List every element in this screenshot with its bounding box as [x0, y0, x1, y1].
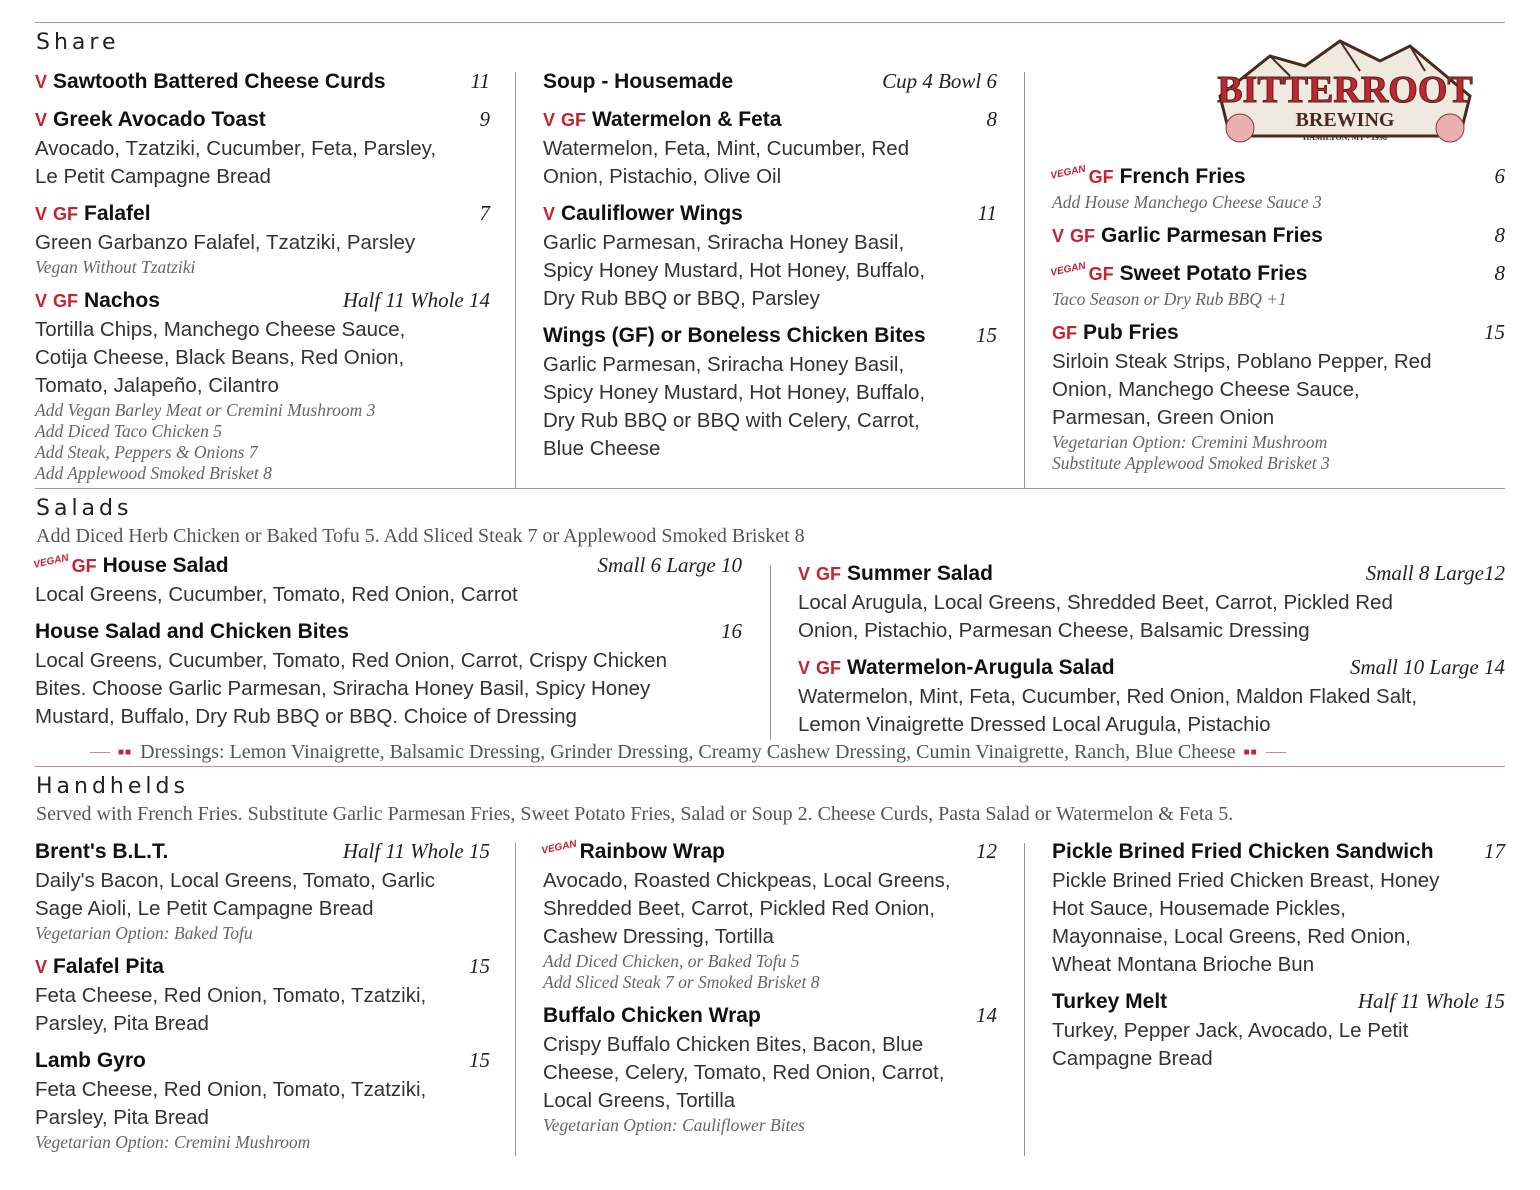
menu-item	[543, 1003, 997, 1136]
share-col-2	[543, 69, 997, 473]
menu-item-name: House Salad	[102, 554, 229, 577]
menu-item-header	[35, 839, 490, 867]
menu-item	[798, 561, 1505, 645]
gluten-free-badge: GF	[53, 291, 79, 311]
menu-item-name: Falafel	[84, 202, 151, 225]
vegetarian-badge: V	[35, 204, 48, 224]
section-title-share: Share	[36, 30, 120, 55]
menu-item-name: Nachos	[84, 289, 160, 312]
menu-item-name-wrap	[35, 620, 349, 644]
menu-item-name: Pickle Brined Fried Chicken Sandwich	[1052, 840, 1434, 863]
menu-item-description: Le Petit Campagne Bread	[35, 165, 271, 188]
menu-item-description: Spicy Honey Mustard, Hot Honey, Buffalo,	[543, 259, 926, 282]
menu-item-note: Vegetarian Option: Cremini Mushroom	[1052, 432, 1328, 452]
menu-item-description: Cotija Cheese, Black Beans, Red Onion,	[35, 346, 405, 369]
menu-item	[543, 107, 997, 191]
menu-item	[35, 69, 490, 97]
menu-item-price: Small 8 Large12	[1365, 561, 1505, 585]
menu-item-description: Pickle Brined Fried Chicken Breast, Honey	[1052, 869, 1440, 892]
menu-item	[543, 201, 997, 313]
menu-item-price: 15	[976, 323, 997, 347]
vegetarian-badge: V	[35, 291, 48, 311]
divider	[90, 752, 110, 753]
menu-item-name: Turkey Melt	[1052, 990, 1168, 1013]
share-col-3	[1049, 163, 1505, 484]
vegetarian-badge: V	[798, 658, 811, 678]
menu-item-name-wrap	[35, 202, 151, 226]
salads-col-2	[798, 561, 1505, 749]
divider	[770, 565, 771, 740]
menu-item-description: Onion, Manchego Cheese Sauce,	[1052, 378, 1360, 401]
menu-item-description: Onion, Pistachio, Olive Oil	[543, 165, 782, 188]
menu-item-name: Garlic Parmesan Fries	[1101, 224, 1323, 247]
menu-item-header	[543, 107, 997, 135]
menu-item-note: Vegetarian Option: Cauliflower Bites	[543, 1115, 805, 1135]
menu-item-note: Vegetarian Option: Baked Tofu	[35, 923, 253, 943]
menu-item-price: Small 6 Large 10	[597, 553, 742, 577]
share-col-1	[35, 69, 490, 494]
menu-item-header	[540, 838, 997, 867]
menu-item-price: 11	[977, 201, 997, 225]
menu-item-note: Add Diced Chicken, or Baked Tofu 5	[543, 951, 800, 971]
handhelds-subtitle: Served with French Fries. Substitute Garlic Parmesan Fries, Sweet Potato Fries, Salad or Soup 2. Cheese Curds, Pasta Salad or Watermelon & Feta 5.	[36, 803, 1234, 825]
menu-item-header	[1049, 163, 1505, 192]
menu-item-note: Vegan Without Tzatziki	[35, 257, 196, 277]
menu-item-description: Blue Cheese	[543, 437, 661, 460]
divider	[1024, 843, 1025, 1156]
menu-item-price: 14	[976, 1003, 997, 1027]
menu-item-header	[1052, 223, 1505, 251]
menu-item-description: Local Greens, Tortilla	[543, 1089, 736, 1112]
menu-item-description: Feta Cheese, Red Onion, Tomato, Tzatziki,	[35, 984, 427, 1007]
menu-item-name-wrap	[1049, 260, 1308, 286]
menu-item-note: Add Applewood Smoked Brisket 8	[35, 463, 272, 483]
menu-item-description: Watermelon, Mint, Feta, Cucumber, Red Onion, Maldon Flaked Salt,	[798, 685, 1418, 708]
menu-item-name: Falafel Pita	[53, 955, 164, 978]
menu-item-header	[35, 69, 490, 97]
handhelds-col-1	[35, 839, 490, 1163]
menu-item-description: Lemon Vinaigrette Dressed Local Arugula, Pistachio	[798, 713, 1271, 736]
menu-item-header	[1049, 260, 1505, 289]
menu-item-description: Tortilla Chips, Manchego Cheese Sauce,	[35, 318, 406, 341]
menu-item-name: Buffalo Chicken Wrap	[543, 1004, 761, 1027]
vegetarian-badge: V	[543, 204, 556, 224]
gluten-free-badge: GF	[1088, 264, 1114, 284]
menu-item-price: 9	[479, 107, 490, 131]
menu-item-name: French Fries	[1119, 165, 1246, 188]
section-title-salads: Salads	[36, 496, 133, 521]
menu-item	[540, 838, 997, 993]
menu-item-description: Local Greens, Cucumber, Tomato, Red Onion, Carrot	[35, 583, 518, 606]
menu-item-description: Crispy Buffalo Chicken Bites, Bacon, Blue	[543, 1033, 924, 1056]
menu-item	[543, 323, 997, 463]
menu-item-description: Feta Cheese, Red Onion, Tomato, Tzatziki,	[35, 1078, 427, 1101]
ornament: ■■	[1243, 747, 1258, 758]
salads-subtitle: Add Diced Herb Chicken or Baked Tofu 5. Add Sliced Steak 7 or Applewood Smoked Brisket 8	[36, 525, 805, 547]
menu-item-note: Add Sliced Steak 7 or Smoked Brisket 8	[543, 972, 820, 992]
divider	[1266, 752, 1286, 753]
vegetarian-badge: V	[35, 72, 48, 92]
menu-item-description: Dry Rub BBQ or BBQ, Parsley	[543, 287, 820, 310]
menu-item-name-wrap	[543, 70, 733, 94]
menu-item-name-wrap	[543, 202, 743, 226]
menu-item	[35, 1048, 490, 1153]
menu-item-description: Spicy Honey Mustard, Hot Honey, Buffalo,	[543, 381, 926, 404]
menu-item-price: 17	[1484, 839, 1505, 863]
menu-item-name: Wings (GF) or Boneless Chicken Bites	[543, 324, 926, 347]
menu-item-description: Mayonnaise, Local Greens, Red Onion,	[1052, 925, 1411, 948]
menu-item-price: 7	[479, 201, 490, 225]
menu-item-price: 15	[469, 954, 490, 978]
gluten-free-badge: GF	[71, 556, 97, 576]
menu-item-note: Add Diced Taco Chicken 5	[35, 421, 222, 441]
vegetarian-badge: V	[35, 957, 48, 977]
menu-item-header	[543, 69, 997, 97]
gluten-free-badge: GF	[561, 110, 587, 130]
menu-item-description: Local Greens, Cucumber, Tomato, Red Onion, Carrot, Crispy Chicken	[35, 649, 667, 672]
menu-item-name-wrap	[798, 562, 993, 586]
menu-item-note: Vegetarian Option: Cremini Mushroom	[35, 1132, 311, 1152]
menu-item-description: Daily's Bacon, Local Greens, Tomato, Garlic	[35, 869, 436, 892]
menu-item-name-wrap	[35, 840, 168, 864]
menu-item-header	[32, 552, 742, 581]
menu-item-name-wrap	[543, 1004, 761, 1028]
vegan-badge: VEGAN	[1049, 163, 1087, 182]
menu-item-price: 12	[976, 839, 997, 863]
menu-item-description: Hot Sauce, Housemade Pickles,	[1052, 897, 1346, 920]
menu-item-header	[35, 288, 490, 316]
dressings-line	[90, 741, 1450, 764]
menu-item-price: 6	[1494, 164, 1505, 188]
menu-item-name: Pub Fries	[1083, 321, 1179, 344]
dressings-text: Dressings: Lemon Vinaigrette, Balsamic Dressing, Grinder Dressing, Creamy Cashew Dressing, Cumin Vinaigrette, Ranch, Blue Cheese	[140, 741, 1236, 763]
menu-item-name: Rainbow Wrap	[579, 840, 726, 863]
menu-item	[543, 69, 997, 97]
menu-item-description: Campagne Bread	[1052, 1047, 1213, 1070]
menu-item-header	[35, 1048, 490, 1076]
menu-item-description: Dry Rub BBQ or BBQ with Celery, Carrot,	[543, 409, 920, 432]
menu-item-description: Cashew Dressing, Tortilla	[543, 925, 774, 948]
menu-item	[35, 839, 490, 944]
menu-item-name: Lamb Gyro	[35, 1049, 146, 1072]
gluten-free-badge: GF	[816, 564, 842, 584]
menu-item-name: Watermelon-Arugula Salad	[847, 656, 1115, 679]
menu-item-name: Soup - Housemade	[543, 70, 734, 93]
menu-item-description: Bites. Choose Garlic Parmesan, Sriracha Honey Basil, Spicy Honey	[35, 677, 651, 700]
menu-item-description: Tomato, Jalapeño, Cilantro	[35, 374, 279, 397]
vegetarian-badge: V	[1052, 226, 1065, 246]
divider	[1024, 72, 1025, 488]
menu-item-name-wrap	[1052, 224, 1323, 248]
menu-item-name: Cauliflower Wings	[561, 202, 743, 225]
menu-item-price: 8	[1494, 261, 1505, 285]
menu-item-name: Watermelon & Feta	[592, 108, 782, 131]
menu-item-price: 15	[1484, 320, 1505, 344]
gluten-free-badge: GF	[1052, 323, 1077, 343]
menu-item-note: Add House Manchego Cheese Sauce 3	[1052, 192, 1322, 212]
menu-item-price: 11	[470, 69, 490, 93]
ornament: ■■	[118, 747, 133, 758]
menu-item-name: Sweet Potato Fries	[1119, 262, 1308, 285]
menu-item-header	[1052, 989, 1505, 1017]
menu-item-note: Add Steak, Peppers & Onions 7	[35, 442, 258, 462]
menu-item-name-wrap	[35, 289, 160, 313]
menu-item-header	[1052, 839, 1505, 867]
menu-item-description: Local Arugula, Local Greens, Shredded Beet, Carrot, Pickled Red	[798, 591, 1393, 614]
menu-item-name: Greek Avocado Toast	[53, 108, 266, 131]
menu-item-header	[543, 323, 997, 351]
menu-item-price: Half 11 Whole 15	[342, 839, 490, 863]
vegan-badge: VEGAN	[540, 838, 578, 857]
handhelds-col-2	[540, 838, 997, 1146]
menu-item-note: Add Vegan Barley Meat or Cremini Mushroom 3	[35, 400, 376, 420]
handhelds-col-3	[1052, 839, 1505, 1083]
menu-item	[35, 619, 742, 731]
menu-item-note: Taco Season or Dry Rub BBQ +1	[1052, 289, 1287, 309]
menu-item-header	[798, 561, 1505, 589]
menu-item-description: Cheese, Celery, Tomato, Red Onion, Carrot,	[543, 1061, 945, 1084]
menu-item-name-wrap	[35, 955, 164, 979]
divider	[515, 72, 516, 488]
menu-item-name-wrap	[540, 838, 726, 864]
menu-item-name-wrap	[32, 552, 229, 578]
menu-item-price: Half 11 Whole 15	[1357, 989, 1505, 1013]
menu-item-name: Summer Salad	[847, 562, 993, 585]
menu-item-name-wrap	[543, 108, 781, 132]
gluten-free-badge: GF	[1070, 226, 1096, 246]
menu-item-description: Sage Aioli, Le Petit Campagne Bread	[35, 897, 374, 920]
menu-item	[1052, 839, 1505, 979]
menu-item-name-wrap	[1049, 163, 1246, 189]
svg-text:BREWING: BREWING	[1295, 109, 1395, 131]
menu-item-description: Wheat Montana Brioche Bun	[1052, 953, 1315, 976]
divider	[515, 843, 516, 1156]
salads-col-1	[32, 552, 742, 741]
menu-item-name-wrap	[35, 1049, 146, 1073]
menu-item-description: Avocado, Tzatziki, Cucumber, Feta, Parsley,	[35, 137, 437, 160]
menu-item-price: 15	[469, 1048, 490, 1072]
menu-item-description: Garlic Parmesan, Sriracha Honey Basil,	[543, 353, 905, 376]
menu-item-name-wrap	[35, 108, 266, 132]
menu-item	[1052, 320, 1505, 474]
menu-item-description: Watermelon, Feta, Mint, Cucumber, Red	[543, 137, 910, 160]
menu-item	[1049, 163, 1505, 213]
divider	[35, 766, 1505, 767]
menu-item-description: Sirloin Steak Strips, Poblano Pepper, Red	[1052, 350, 1432, 373]
gluten-free-badge: GF	[53, 204, 79, 224]
menu-item-description: Turkey, Pepper Jack, Avocado, Le Petit	[1052, 1019, 1409, 1042]
menu-item	[35, 954, 490, 1038]
menu-item-header	[798, 655, 1505, 683]
menu-item-name: House Salad and Chicken Bites	[35, 620, 349, 643]
gluten-free-badge: GF	[816, 658, 842, 678]
vegan-badge: VEGAN	[32, 552, 70, 571]
menu-item-name-wrap	[543, 324, 926, 348]
menu-item-price: 8	[1494, 223, 1505, 247]
menu-item-header	[543, 1003, 997, 1031]
menu-item	[35, 288, 490, 484]
menu-item-name: Brent's B.L.T.	[35, 840, 169, 863]
svg-text:BITTERROOT: BITTERROOT	[1217, 69, 1473, 111]
vegetarian-badge: V	[543, 110, 556, 130]
menu-item	[1052, 223, 1505, 251]
menu-item-header	[35, 201, 490, 229]
menu-item-header	[543, 201, 997, 229]
menu-item-name: Sawtooth Battered Cheese Curds	[53, 70, 386, 93]
menu-item-price: Small 10 Large 14	[1350, 655, 1505, 679]
menu-item-header	[35, 619, 742, 647]
menu-item-header	[1052, 320, 1505, 348]
menu-item	[32, 552, 742, 609]
menu-item-header	[35, 954, 490, 982]
divider	[35, 488, 1505, 489]
vegetarian-badge: V	[798, 564, 811, 584]
svg-text:HAMILTON, MT • 1998: HAMILTON, MT • 1998	[1303, 133, 1387, 142]
menu-item-description: Green Garbanzo Falafel, Tzatziki, Parsley	[35, 231, 416, 254]
menu-item-description: Parmesan, Green Onion	[1052, 406, 1275, 429]
menu-item-name-wrap	[1052, 990, 1167, 1014]
menu-item-description: Avocado, Roasted Chickpeas, Local Greens,	[543, 869, 951, 892]
menu-item-name-wrap	[1052, 321, 1179, 345]
menu-item-description: Mustard, Buffalo, Dry Rub BBQ or BBQ. Choice of Dressing	[35, 705, 577, 728]
menu-item	[35, 107, 490, 191]
section-title-handhelds: Handhelds	[36, 774, 189, 799]
vegetarian-badge: V	[35, 110, 48, 130]
vegan-badge: VEGAN	[1049, 260, 1087, 279]
menu-item	[35, 201, 490, 278]
menu-item-description: Garlic Parmesan, Sriracha Honey Basil,	[543, 231, 905, 254]
menu-item-description: Parsley, Pita Bread	[35, 1106, 209, 1129]
menu-item-price: Cup 4 Bowl 6	[882, 69, 997, 93]
menu-item-name-wrap	[1052, 840, 1434, 864]
menu-item-price: 16	[721, 619, 742, 643]
bitter-root-logo	[1210, 36, 1480, 156]
menu-item	[1049, 260, 1505, 310]
menu-item	[1052, 989, 1505, 1073]
menu-item-note: Substitute Applewood Smoked Brisket 3	[1052, 453, 1330, 473]
menu-item-name-wrap	[35, 70, 386, 94]
divider	[35, 22, 1505, 23]
menu-item	[798, 655, 1505, 739]
menu-item-description: Shredded Beet, Carrot, Pickled Red Onion,	[543, 897, 935, 920]
menu-item-name-wrap	[798, 656, 1115, 680]
menu-item-price: Half 11 Whole 14	[342, 288, 490, 312]
menu-item-price: 8	[986, 107, 997, 131]
menu-item-description: Onion, Pistachio, Parmesan Cheese, Balsamic Dressing	[798, 619, 1310, 642]
menu-item-header	[35, 107, 490, 135]
menu-item-description: Parsley, Pita Bread	[35, 1012, 209, 1035]
gluten-free-badge: GF	[1088, 167, 1114, 187]
